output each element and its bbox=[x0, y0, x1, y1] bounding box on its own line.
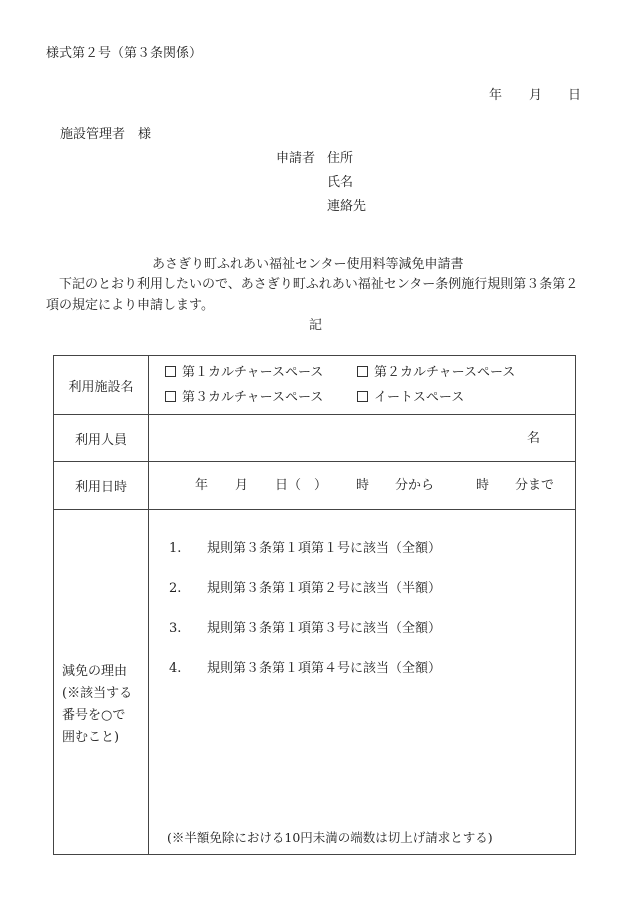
people-label: 利用人員 bbox=[54, 415, 149, 462]
checkbox-icon[interactable] bbox=[165, 391, 176, 402]
applicant-address-label: 住所 bbox=[327, 151, 354, 166]
date-year-label: 年 bbox=[489, 88, 503, 103]
facility-label: 利用施設名 bbox=[54, 356, 149, 415]
checkbox-icon[interactable] bbox=[357, 366, 368, 377]
applicant-name-label: 氏名 bbox=[327, 175, 354, 190]
datetime-hour-to: 時 bbox=[476, 478, 490, 493]
ki-heading: 記 bbox=[309, 318, 323, 333]
reason-item-4[interactable]: 4. 規則第３条第１項第４号に該当（全額） bbox=[169, 661, 442, 676]
facility-option-3[interactable]: 第３カルチャースペース bbox=[165, 391, 323, 404]
date-month-label: 月 bbox=[529, 88, 543, 103]
datetime-minute-to: 分まで bbox=[515, 478, 555, 493]
reason-label-line: 減免の理由 bbox=[62, 664, 128, 679]
datetime-row bbox=[54, 462, 576, 510]
addressee: 施設管理者 様 bbox=[60, 127, 152, 142]
facility-option-2[interactable]: 第２カルチャースペース bbox=[357, 366, 515, 379]
intro-paragraph: 下記のとおり利用したいので、あさぎり町ふれあい福祉センター条例施行規則第３条第２項の規定により申請します。 bbox=[46, 277, 579, 313]
date-day-label: 日 bbox=[568, 88, 582, 103]
reason-label-line: 番号を○で bbox=[62, 708, 126, 723]
people-unit: 名 bbox=[527, 431, 541, 446]
datetime-hour-from: 時 bbox=[356, 478, 370, 493]
applicant-label: 申請者 bbox=[276, 151, 316, 166]
reason-item-2[interactable]: 2. 規則第３条第１項第２号に該当（半額） bbox=[169, 581, 442, 596]
application-table bbox=[53, 355, 576, 855]
checkbox-icon[interactable] bbox=[165, 366, 176, 377]
datetime-label: 利用日時 bbox=[54, 462, 149, 510]
datetime-month: 月 bbox=[235, 478, 249, 493]
facility-option-4[interactable]: イートスペース bbox=[357, 391, 464, 404]
people-input-cell[interactable] bbox=[149, 415, 576, 462]
reason-row bbox=[54, 510, 576, 855]
datetime-year: 年 bbox=[195, 478, 209, 493]
facility-options-cell bbox=[149, 356, 576, 415]
reason-label-line: (※該当する bbox=[62, 686, 133, 701]
reason-item-3[interactable]: 3. 規則第３条第１項第３号に該当（全額） bbox=[169, 621, 442, 636]
reason-label-line: 囲むこと) bbox=[62, 730, 120, 745]
people-row bbox=[54, 415, 576, 462]
applicant-contact-label: 連絡先 bbox=[327, 199, 367, 214]
reason-content-cell bbox=[149, 510, 576, 855]
reason-label bbox=[54, 510, 149, 855]
facility-option-1[interactable]: 第１カルチャースペース bbox=[165, 366, 323, 379]
datetime-minute-from: 分から bbox=[395, 478, 435, 493]
checkbox-icon[interactable] bbox=[357, 391, 368, 402]
reason-item-1[interactable]: 1. 規則第３条第１項第１号に該当（全額） bbox=[169, 541, 442, 556]
facility-row bbox=[54, 356, 576, 415]
form-number: 様式第２号（第３条関係） bbox=[46, 46, 203, 61]
datetime-day: 日（ ） bbox=[275, 478, 328, 493]
reason-note: (※半額免除における10円未満の端数は切上げ請求とする) bbox=[167, 830, 493, 845]
datetime-input-cell[interactable] bbox=[149, 462, 576, 510]
document-title: あさぎり町ふれあい福祉センター使用料等減免申請書 bbox=[152, 257, 464, 272]
